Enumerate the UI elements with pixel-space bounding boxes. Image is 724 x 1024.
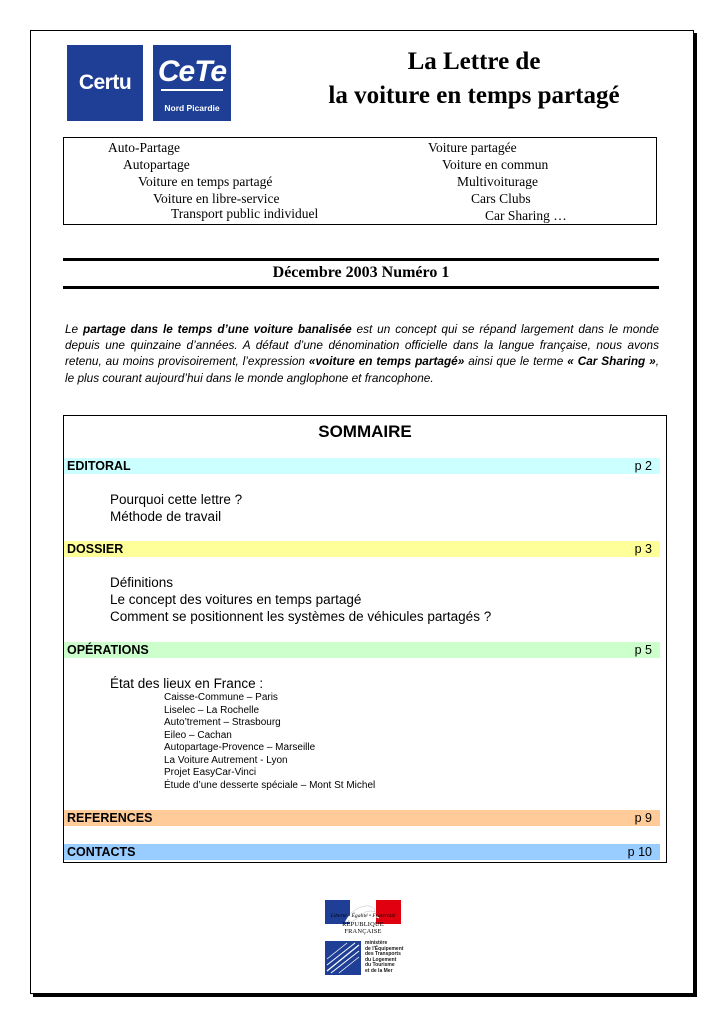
intro-emphasis: «voiture en temps partagé»	[308, 354, 465, 369]
ministry-logo-icon	[325, 941, 361, 975]
synonym-right: Cars Clubs	[471, 191, 531, 206]
section-label: EDITORAL	[67, 459, 131, 473]
cete-logo-subtitle: Nord Picardie	[164, 103, 220, 113]
toc-sub-item: Projet EasyCar-Vinci	[164, 767, 257, 778]
synonym-left: Auto-Partage	[108, 140, 180, 155]
synonym-right: Voiture en commun	[442, 157, 549, 172]
issue-rule-top	[63, 258, 659, 261]
section-operations[interactable]	[64, 642, 660, 658]
republic-motto: Liberté • Égalité • Fraternité	[330, 913, 396, 919]
cete-logo-text: CeTe	[157, 55, 227, 88]
toc-item: Le concept des voitures en temps partagé	[110, 592, 362, 607]
toc-item: Pourquoi cette lettre ?	[110, 492, 243, 507]
ministry-line: du Logement	[365, 956, 397, 963]
synonym-left: Voiture en temps partagé	[138, 174, 273, 189]
newsletter-title	[269, 45, 679, 113]
cete-logo	[153, 45, 231, 121]
toc-item: État des lieux en France :	[110, 676, 264, 691]
synonym-left: Transport public individuel	[171, 206, 319, 221]
ministry-line: du Tourisme	[365, 962, 395, 968]
synonym-right: Voiture partagée	[428, 140, 517, 155]
section-page: p 9	[634, 811, 652, 825]
section-label: REFERENCES	[67, 811, 153, 825]
issue-date: Décembre 2003 Numéro 1	[272, 264, 450, 281]
certu-logo	[67, 45, 143, 121]
toc-item: Définitions	[110, 575, 174, 590]
page	[30, 30, 694, 994]
section-page: p 10	[627, 845, 652, 859]
synonym-right: Car Sharing …	[485, 208, 567, 223]
intro-text: , le plus courant aujourd’hui dans le monde anglophone et francophone.	[65, 354, 659, 385]
sommaire-box	[63, 415, 667, 863]
synonym-left: Autopartage	[123, 157, 190, 172]
ministry-line: des Transports	[365, 951, 401, 957]
certu-logo-text: Certu	[78, 71, 132, 94]
toc-item: Méthode de travail	[110, 509, 222, 524]
intro-paragraph	[65, 321, 659, 386]
intro-text: est un concept qui se répand largement dans le monde depuis une quinzaine d’années. A défaut d’une dénomination officielle dans la langue française, nous avons retenu, au moins provisoirement, l’expression	[65, 322, 659, 369]
issue-rule-bottom	[63, 286, 659, 289]
section-label: CONTACTS	[67, 845, 136, 859]
toc-item: Comment se positionnent les systèmes de véhicules partagés ?	[110, 609, 492, 624]
section-page: p 3	[634, 542, 652, 556]
ministry-name	[365, 941, 415, 974]
toc-sub-item: Eileo – Cachan	[164, 730, 232, 741]
toc-sub-item: Étude d’une desserte spéciale – Mont St Michel	[164, 780, 376, 791]
toc-sub-item: Auto’trement – Strasbourg	[164, 717, 281, 728]
ministry-line: de l'Équipement	[365, 945, 404, 952]
republic-name: RÉPUBLIQUE FRANÇAISE	[342, 921, 384, 935]
toc-sub-item: Autopartage-Provence – Marseille	[164, 742, 316, 753]
intro-emphasis: « Car Sharing »	[567, 354, 656, 369]
ministry-line: ministère	[365, 940, 388, 946]
section-label: OPÉRATIONS	[67, 643, 149, 657]
section-dossier[interactable]	[64, 541, 660, 557]
intro-emphasis: partage dans le temps d’une voiture banalisée	[83, 322, 352, 336]
title-line-2: la voiture en temps partagé	[328, 82, 620, 109]
synonym-right: Multivoiturage	[457, 174, 538, 189]
section-page: p 2	[634, 459, 652, 473]
intro-text: Le	[65, 322, 84, 336]
synonyms-box	[63, 137, 657, 225]
toc-sub-item: La Voiture Autrement - Lyon	[164, 755, 288, 766]
sommaire-title: SOMMAIRE	[318, 422, 412, 441]
section-label: DOSSIER	[67, 542, 124, 556]
ministry-line: et de la Mer	[365, 967, 393, 974]
toc-sub-item: Liselec – La Rochelle	[164, 705, 260, 716]
section-page: p 5	[634, 643, 652, 657]
synonym-left: Voiture en libre-service	[153, 191, 280, 206]
section-contacts[interactable]	[64, 844, 660, 860]
section-editoral[interactable]	[64, 458, 660, 474]
toc-sub-item: Caisse-Commune – Paris	[164, 692, 278, 703]
section-references[interactable]	[64, 810, 660, 826]
intro-text: ainsi que le terme	[464, 354, 568, 369]
cete-logo-bar	[161, 89, 223, 91]
title-line-1: La Lettre de	[407, 48, 541, 75]
